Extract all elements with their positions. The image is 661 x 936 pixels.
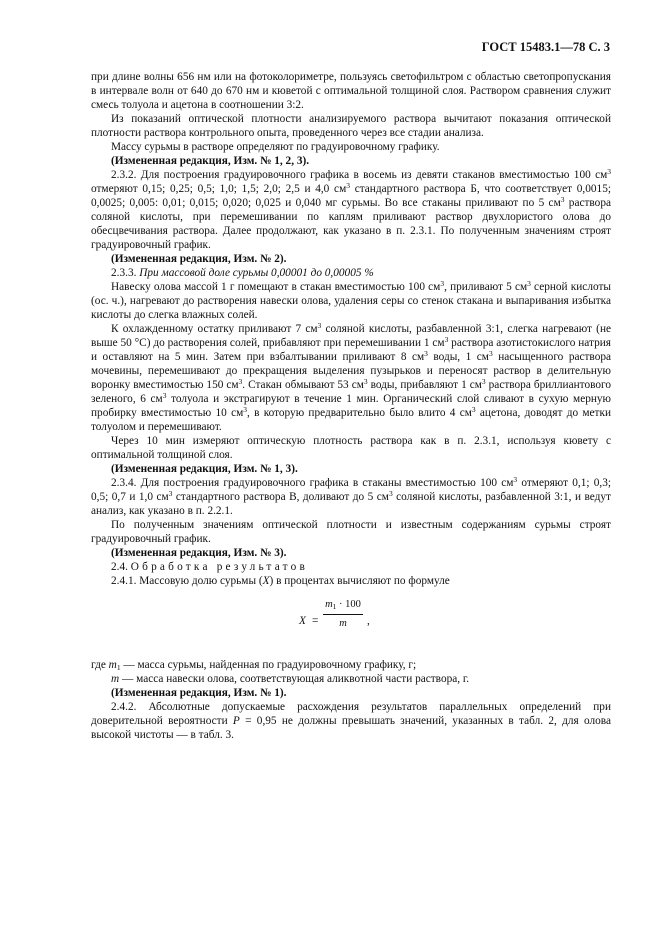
formula-lhs: X	[299, 615, 306, 627]
clause-2-4-2: 2.4.2. Абсолютные допускаемые расхождения результатов параллельных определений при доверительной вероятности P = 0,95 не должны превышать значений, указанных в табл. 2, для олова высокой чистоты — в табл. 3.	[91, 701, 611, 741]
paragraph: Из показаний оптической плотности анализируемого раствора вычитают показания оптической плотности раствора контрольного опыта, проведенного через все стадии анализа.	[91, 113, 611, 139]
clause-2-3-2: 2.3.2. Для построения градуировочного графика в восемь из девяти стаканов вместимостью 100 $см^3$ отмеряют 0,15; 0,25; 0,5; 1,0; 1,5; 2,0; 2,5 и 4,0 $см^3$ стандартного раствора Б, что соответствует 0,0015; 0,0025; 0,005: 0,01; 0,015; 0,020; 0,025 и 0,040 мг сурьмы. Во все стаканы приливают по 5 $см^3$ раствора соляной кислоты, при перемешивании по каплям приливают раствор двухлористого олова до обесцвечивания раствора. Далее продолжают, как указано в п. 2.3.1. По полученным значениям строят градуировочный график.	[91, 167, 611, 251]
paragraph: Навеску олова массой 1 г помещают в стакан вместимостью 100 $см^3$, приливают 5 $см^3$ серной кислоты (ос. ч.), нагревают до растворения навески олова, удаления серы со стенок стакана и выпаривания избытка кислоты до слегка влажных солей.	[91, 279, 611, 321]
document-body	[91, 70, 611, 742]
formula-comma: ,	[367, 615, 370, 627]
formula-legend: где $m_1$ — масса сурьмы, найденная по градуировочному графику, г;	[91, 659, 417, 672]
amendment-note: (Измененная редакция, Изм. № 1, 2, 3).	[111, 155, 310, 167]
paragraph: Массу сурьмы в растворе определяют по градуировочному графику.	[111, 141, 440, 153]
page-header: ГОСТ 15483.1—78 С. 3	[481, 40, 610, 54]
paragraph: Через 10 мин измеряют оптическую плотность раствора как в п. 2.3.1, используя кювету с оптимальной толщиной слоя.	[91, 435, 611, 461]
formula-legend: m — масса навески олова, соответствующая аликвотной части раствора, г.	[111, 673, 470, 685]
section-2-4-heading: 2.4. Обработка результатов	[111, 561, 308, 573]
amendment-note: (Измененная редакция, Изм. № 1).	[111, 687, 287, 699]
paragraph: К охлажденному остатку приливают 7 $см^3$ соляной кислоты, разбавленной 3:1, слегка нагревают (не выше 50 °С) до растворения солей, прибавляют при перемешивании 1 $см^3$ раствора азотистокислого натрия и оставляют на 5 мин. Затем при взбалтывании приливают 8 $см^3$ воды, 1 $см^3$ насыщенного раствора мочевины, перемешивают до прекращения выделения пузырьков и переносят раствор в делительную воронку вместимостью 150 $см^3$. Стакан обмывают 53 $см^3$ воды, прибавляют 1 $см^3$ раствора бриллиантового зеленого, 6 $см^3$ толуола и экстрагируют в течение 1 мин. Органический слой сливают в сухую мерную пробирку вместимостью 10 $см^3$, в которую предварительно было влито 4 $см^3$ ацетона, доводят до метки толуолом и перемешивают.	[91, 321, 611, 433]
amendment-note: (Измененная редакция, Изм. № 2).	[111, 253, 287, 265]
amendment-note: (Измененная редакция, Изм. № 3).	[111, 547, 287, 559]
formula-fraction	[323, 598, 363, 631]
amendment-note: (Измененная редакция, Изм. № 1, 3).	[111, 463, 298, 475]
formula-denominator: m	[339, 618, 347, 629]
paragraph: По полученным значениям оптической плотности и известным содержаниям сурьмы строят градуировочный график.	[91, 519, 611, 545]
formula-equals: =	[312, 615, 319, 627]
formula	[91, 596, 611, 650]
clause-2-4-1: 2.4.1. Массовую долю сурьмы (X) в процентах вычисляют по формуле	[111, 575, 450, 587]
formula-numerator: $m_1 \cdot 100$	[323, 598, 363, 615]
clause-2-3-3: 2.3.3. При массовой доле сурьмы 0,00001 до 0,00005 %	[111, 267, 374, 279]
paragraph: при длине волны 656 нм или на фотоколориметре, пользуясь светофильтром с областью светопропускания в интервале волн от 640 до 670 нм и кюветой с оптимальной толщиной слоя. Раствором сравнения служит смесь толуола и ацетона в соотношении 3:2.	[91, 71, 611, 111]
clause-2-3-4: 2.3.4. Для построения градуировочного графика в стаканы вместимостью 100 $см^3$ отмеряют 0,1; 0,3; 0,5; 0,7 и 1,0 $см^3$ стандартного раствора В, доливают до 5 $см^3$ соляной кислоты, разбавленной 3:1, и ведут анализ, как указано в п. 2.2.1.	[91, 475, 611, 517]
